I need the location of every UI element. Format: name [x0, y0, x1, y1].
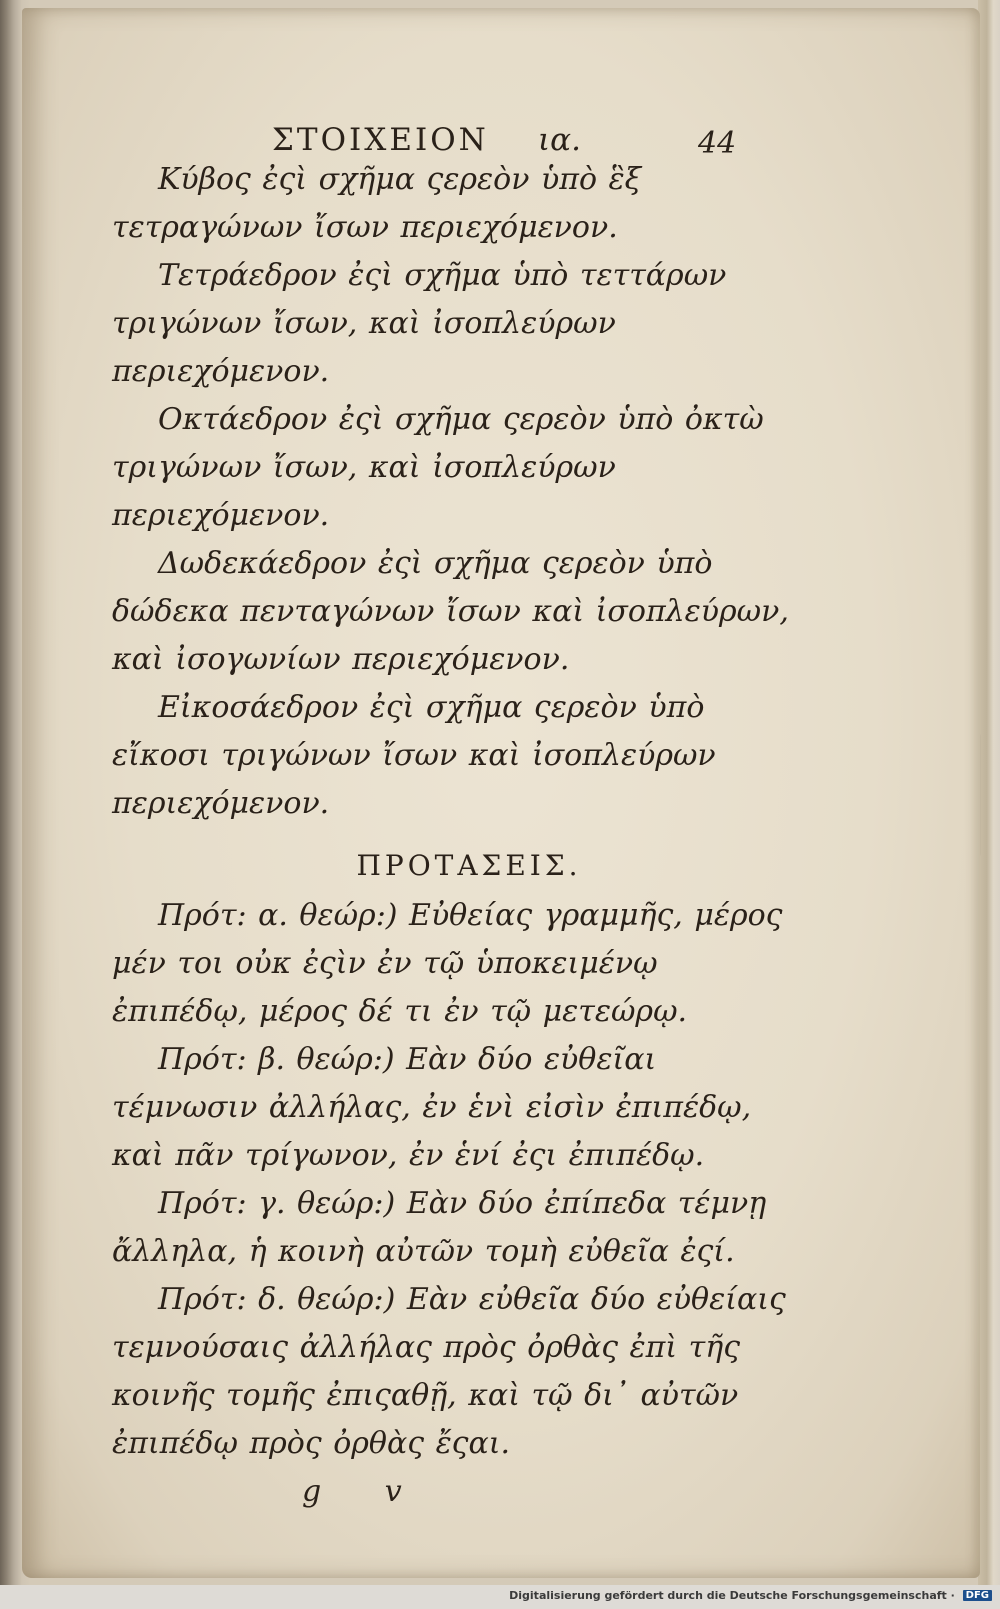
header-title: ΣΤΟΙΧΕΙΟΝ	[272, 122, 489, 158]
definition-icosahedron: Εἰκοσάεδρον ἐςὶ σχῆμα ςερεὸν ὑπὸ εἴκοσι τριγώνων ἴσων καὶ ἰσοπλεύρων περιεχόμενον.	[112, 690, 716, 821]
dfg-logo: DFG	[963, 1590, 992, 1601]
signature-line	[112, 1468, 792, 1516]
proposition-3: Πρότ: γ. θεώρ:) Εὰν δύο ἐπίπεδα τέμνῃ ἄλληλα, ἡ κοινὴ αὐτῶν τομὴ εὐθεῖα ἐςί.	[112, 1186, 767, 1269]
footer-credit-text: Digitalisierung gefördert durch die Deutsche Forschungsgemeinschaft ·	[509, 1589, 955, 1602]
proposition-1: Πρότ: α. θεώρ:) Εὐθείας γραμμῆς, μέρος μέν τοι οὐκ ἐςὶν ἐν τῷ ὑποκειμένῳ ἐπιπέδῳ, μέρος δέ τι ἐν τῷ μετεώρῳ.	[112, 898, 783, 1029]
page-text	[112, 112, 792, 1516]
page-number: 44	[698, 126, 737, 161]
footer-credit	[509, 1589, 992, 1602]
proposition-2: Πρότ: β. θεώρ:) Εὰν δύο εὐθεῖαι τέμνωσιν ἀλλήλας, ἐν ἑνὶ εἰσὶν ἐπιπέδῳ, καὶ πᾶν τρίγωνον, ἐν ἑνί ἐςι ἐπιπέδῳ.	[112, 1042, 752, 1173]
definition-cube: Κύβος ἐςὶ σχῆμα ςερεὸν ὑπὸ ἓξ τετραγώνων ἴσων περιεχόμενον.	[112, 162, 642, 245]
signature-mark: g v	[302, 1474, 428, 1509]
definition-tetrahedron: Τετράεδρον ἐςὶ σχῆμα ὑπὸ τεττάρων τριγώνων ἴσων, καὶ ἰσοπλεύρων περιεχόμενον.	[112, 258, 727, 389]
footer-bar	[0, 1585, 1000, 1609]
page-edge	[978, 0, 1000, 1585]
running-header	[112, 112, 792, 161]
header-book-number: ια.	[538, 122, 581, 158]
section-title: ΠΡΟΤΑΣΕΙΣ.	[356, 849, 582, 882]
definition-octahedron: Οκτάεδρον ἐςὶ σχῆμα ςερεὸν ὑπὸ ὀκτὼ τριγώνων ἴσων, καὶ ἰσοπλεύρων περιεχόμενον.	[112, 402, 764, 533]
proposition-4: Πρότ: δ. θεώρ:) Εὰν εὐθεῖα δύο εὐθείαις τεμνούσαις ἀλλήλας πρὸς ὀρθὰς ἐπὶ τῆς κοινῆς τομῆς ἐπιςαθῇ, καὶ τῷ δι᾽ αὐτῶν ἐπιπέδῳ πρὸς ὀρθὰς ἔςαι.	[112, 1282, 786, 1461]
definition-dodecahedron: Δωδεκάεδρον ἐςὶ σχῆμα ςερεὸν ὑπὸ δώδεκα πενταγώνων ἴσων καὶ ἰσοπλεύρων, καὶ ἰσογωνίων περιεχόμενον.	[112, 546, 789, 677]
